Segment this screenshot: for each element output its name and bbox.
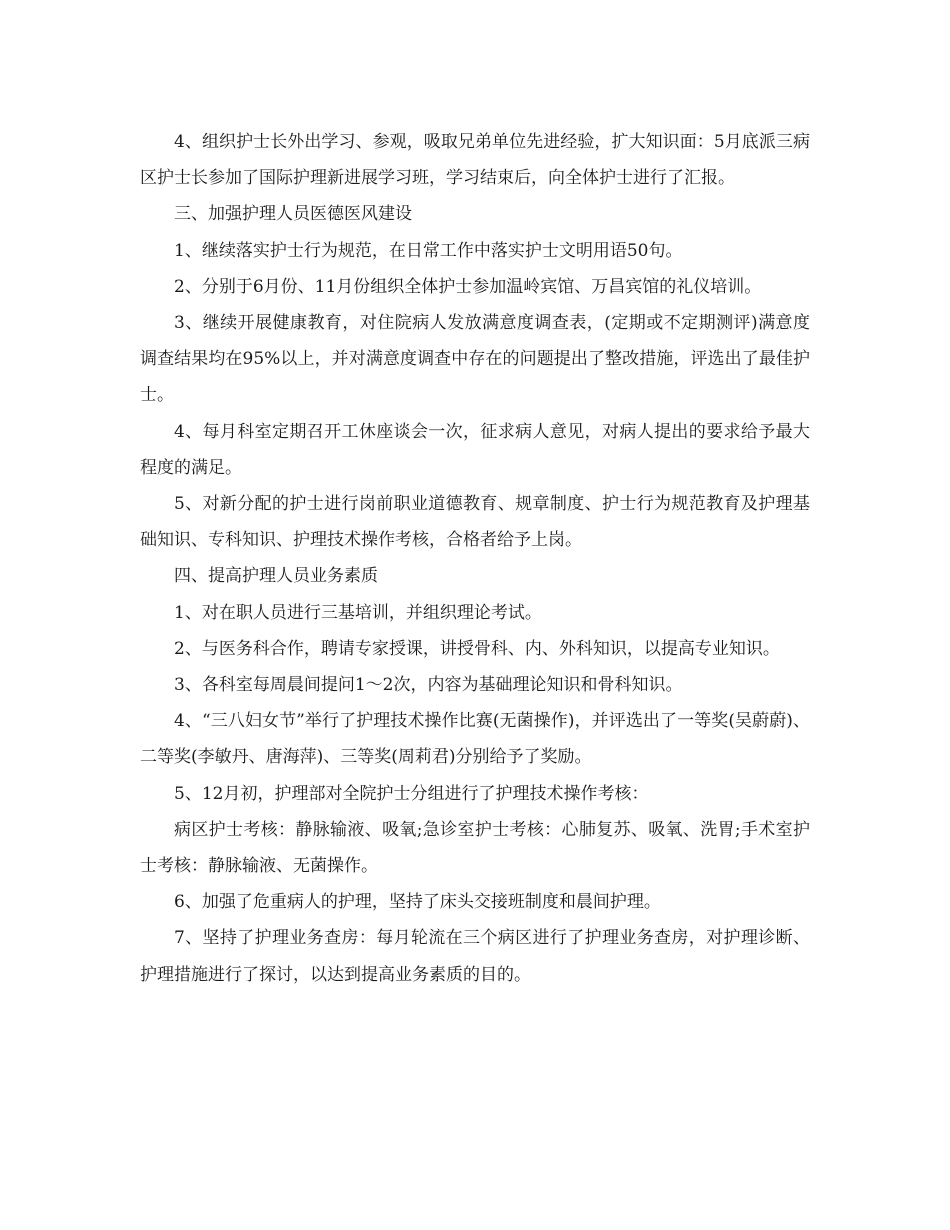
paragraph-quality-5-detail: 病区护士考核：静脉输液、吸氧;急诊室护士考核：心肺复苏、吸氧、洗胃;手术室护士考核：静脉输液、无菌操作。	[140, 819, 810, 877]
paragraph-quality-2: 2、与医务科合作，聘请专家授课，讲授骨科、内、外科知识，以提高专业知识。	[174, 638, 780, 659]
paragraph-quality-5: 5、12月初，护理部对全院护士分组进行了护理技术操作考核：	[174, 783, 649, 804]
paragraph-study-visit: 4、组织护士长外出学习、参观，吸取兄弟单位先进经验，扩大知识面：5月底派三病区护士长参加了国际护理新进展学习班，学习结束后，向全体护士进行了汇报。	[140, 132, 810, 189]
document-body	[140, 124, 810, 993]
paragraph-quality-4: 4、“三八妇女节”举行了护理技术操作比赛(无菌操作)，并评选出了一等奖(吴蔚蔚)、二等奖(李敏丹、唐海萍)、三等奖(周莉君)分别给予了奖励。	[140, 711, 810, 768]
paragraph-ethics-4: 4、每月科室定期召开工休座谈会一次，征求病人意见，对病人提出的要求给予最大程度的满足。	[140, 421, 810, 478]
paragraph-ethics-3: 3、继续开展健康教育，对住院病人发放满意度调查表，(定期或不定期测评)满意度调查结果均在95%以上，并对满意度调查中存在的问题提出了整改措施，评选出了最佳护士。	[140, 313, 810, 406]
paragraph-ethics-1: 1、继续落实护士行为规范，在日常工作中落实护士文明用语50句。	[174, 240, 683, 261]
paragraph-ethics-5: 5、对新分配的护士进行岗前职业道德教育、规章制度、护士行为规范教育及护理基础知识、专科知识、护理技术操作考核，合格者给予上岗。	[140, 494, 810, 551]
paragraph-quality-1: 1、对在职人员进行三基培训，并组织理论考试。	[174, 602, 542, 623]
paragraph-ethics-2: 2、分别于6月份、11月份组织全体护士参加温岭宾馆、万昌宾馆的礼仪培训。	[174, 276, 762, 297]
paragraph-quality-7: 7、坚持了护理业务查房：每月轮流在三个病区进行了护理业务查房，对护理诊断、护理措施进行了探讨，以达到提高业务素质的目的。	[140, 928, 810, 985]
section-heading-ethics: 三、加强护理人员医德医风建设	[174, 204, 412, 225]
section-heading-quality: 四、提高护理人员业务素质	[174, 566, 378, 587]
paragraph-quality-6: 6、加强了危重病人的护理，坚持了床头交接班制度和晨间护理。	[174, 892, 661, 913]
paragraph-quality-3: 3、各科室每周晨间提问1～2次，内容为基础理论知识和骨科知识。	[174, 675, 683, 696]
